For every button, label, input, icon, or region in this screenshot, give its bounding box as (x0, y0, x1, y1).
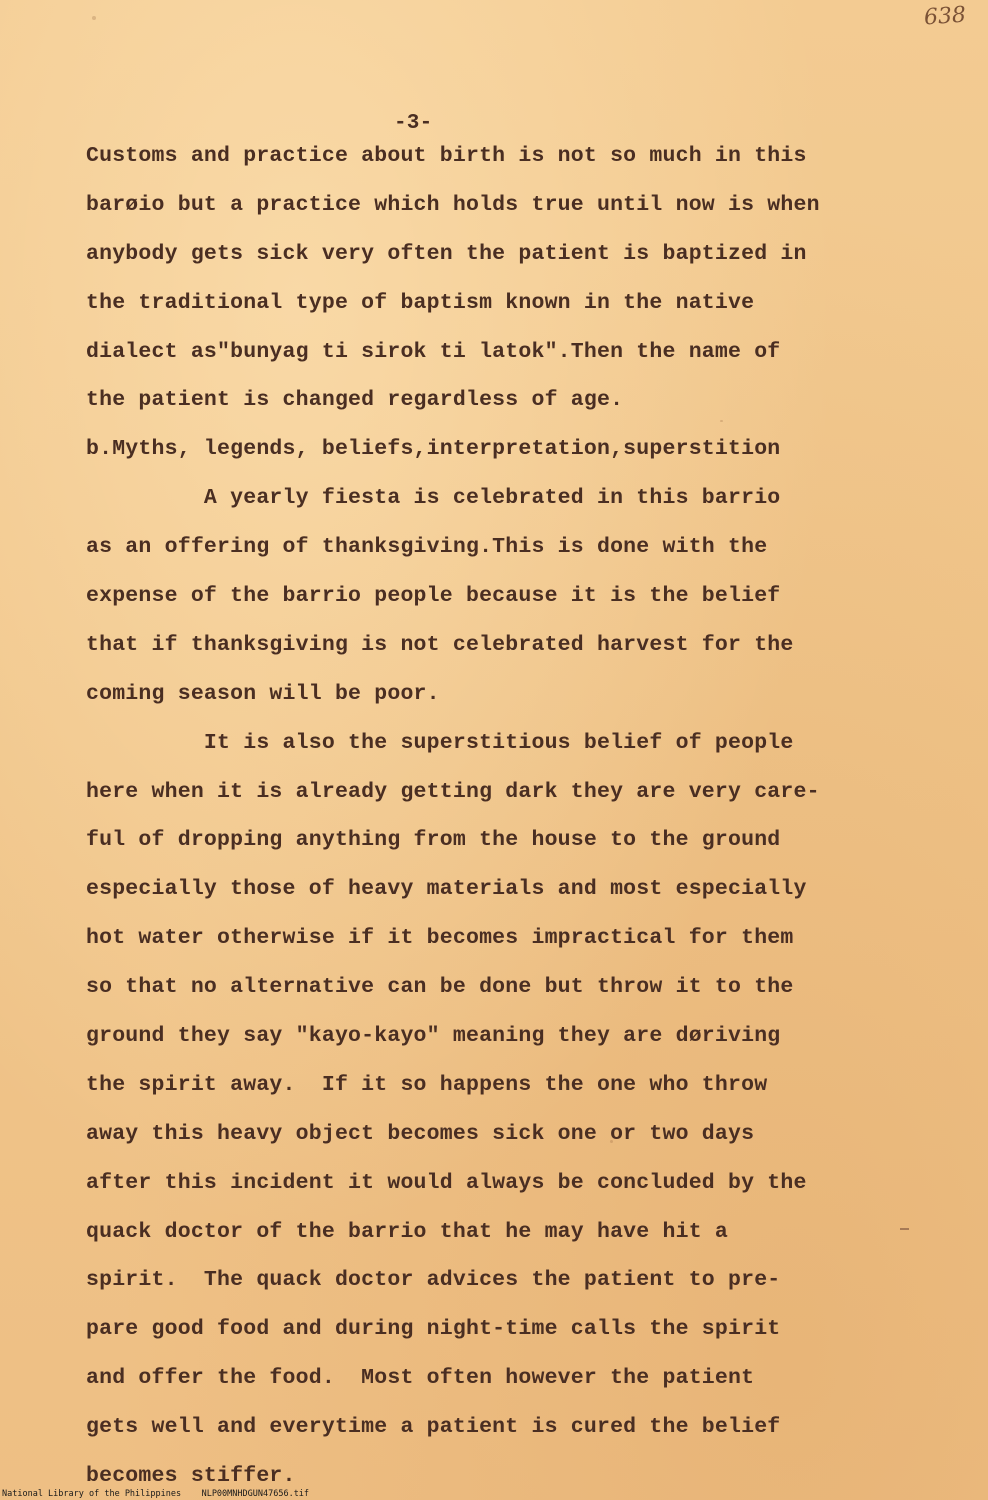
text-line: the patient is changed regardless of age. (86, 388, 624, 413)
text-line: the spirit away. If it so happens the one who throw (86, 1072, 768, 1097)
text-line: gets well and everytime a patient is cured the belief (86, 1415, 781, 1440)
text-line: and offer the food. Most often however the patient (86, 1366, 755, 1391)
text-line: pare good food and during night-time calls the spirit (86, 1317, 781, 1342)
section-heading: b.Myths, legends, beliefs,interpretation,superstition (86, 437, 781, 462)
margin-mark (900, 1228, 909, 1230)
text-line: so that no alternative can be done but throw it to the (86, 975, 794, 1000)
page-number: -3- (394, 112, 433, 135)
text-line: as an offering of thanksgiving.This is done with the (86, 535, 768, 560)
paper-fleck (92, 16, 96, 20)
text-line: expense of the barrio people because it is the belief (86, 584, 781, 609)
text-line: becomes stiffer. (86, 1464, 296, 1489)
text-line: that if thanksgiving is not celebrated harvest for the (86, 632, 794, 657)
text-line: dialect as"bunyag ti sirok ti latok".Then the name of (86, 339, 781, 364)
archive-page-mark: 638 (923, 2, 967, 31)
text-line: away this heavy object becomes sick one or two days (86, 1121, 755, 1146)
text-line: ful of dropping anything from the house to the ground (86, 828, 781, 853)
text-line: spirit. The quack doctor advices the patient to pre- (86, 1268, 781, 1293)
text-line: It is also the superstitious belief of people (86, 730, 794, 755)
body-text (86, 132, 946, 1500)
text-line: ground they say "kayo-kayo" meaning they are døriving (86, 1024, 781, 1049)
text-line: especially those of heavy materials and most especially (86, 877, 807, 902)
text-line: A yearly fiesta is celebrated in this barrio (86, 486, 781, 511)
text-line: after this incident it would always be concluded by the (86, 1170, 807, 1195)
text-line: anybody gets sick very often the patient is baptized in (86, 241, 807, 266)
text-line: quack doctor of the barrio that he may have hit a (86, 1219, 729, 1244)
text-line: hot water otherwise if it becomes impractical for them (86, 926, 794, 951)
scan-footer: National Library of the Philippines NLP00MNHDGUN47656.tif (2, 1489, 310, 1499)
text-line: coming season will be poor. (86, 681, 440, 706)
text-line: the traditional type of baptism known in the native (86, 290, 755, 315)
text-line: Customs and practice about birth is not so much in this (86, 144, 807, 168)
text-line: here when it is already getting dark they are very care- (86, 779, 820, 804)
text-line: barøio but a practice which holds true until now is when (86, 192, 820, 217)
